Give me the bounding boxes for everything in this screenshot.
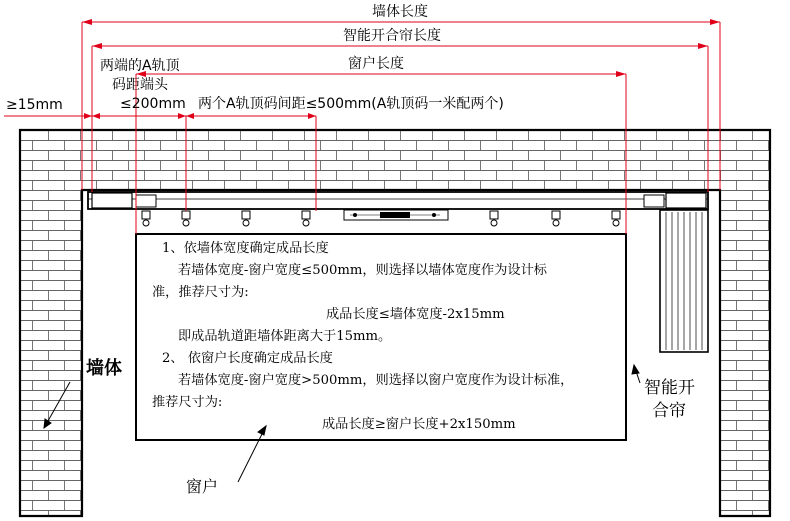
top-code-end-label-2: 码距端头 [112, 77, 168, 93]
rule1-title: 1、依墙体宽度确定成品长度 [162, 241, 329, 256]
rule2-condition-1: 若墙体宽度-窗户宽度>500mm，则选择以窗户宽度作为设计标准， [178, 373, 574, 388]
end-distance-label: ≥15mm [6, 97, 63, 113]
curtain-label-line1: 智能开 [644, 378, 695, 398]
glider [142, 211, 150, 226]
glider [182, 211, 190, 226]
rule1-formula: 成品长度≤墙体宽度-2x15mm [326, 307, 505, 322]
window-label: 窗户 [186, 477, 219, 496]
glider [490, 211, 498, 226]
curtain-rail [88, 192, 708, 209]
glider [242, 211, 250, 226]
rule2-title: 2、 依窗户长度确定成品长度 [162, 351, 333, 366]
wall-label: 墙体 [86, 358, 122, 379]
window-length-label: 窗户长度 [348, 56, 404, 72]
motor-unit [344, 210, 448, 220]
glider [552, 211, 560, 226]
top-code-spacing-label: 两个A轨顶码间距≤500mm(A轨顶码一米配两个) [198, 96, 504, 112]
installation-instructions [150, 238, 620, 436]
glider [612, 211, 620, 226]
rule2-formula: 成品长度≥窗户长度+2x150mm [322, 417, 516, 432]
glider [302, 211, 310, 226]
curtain-label-line2: 合帘 [652, 401, 686, 421]
top-code-end-label-1: 两端的A轨顶 [100, 58, 180, 74]
top-code-end-label-3: ≤200mm [120, 96, 186, 112]
rule1-note: 即成品轨道距墙体距离大于15mm。 [178, 329, 392, 344]
rule1-condition-2: 准，推荐尺寸为: [152, 285, 249, 300]
wall-length-label: 墙体长度 [372, 4, 428, 20]
rule1-condition-1: 若墙体宽度-窗户宽度≤500mm，则选择以墙体宽度作为设计标 [178, 263, 547, 278]
gathered-curtain [660, 210, 708, 352]
rule2-condition-2: 推荐尺寸为: [152, 395, 223, 410]
curtain-length-label: 智能开合帘长度 [343, 28, 441, 44]
